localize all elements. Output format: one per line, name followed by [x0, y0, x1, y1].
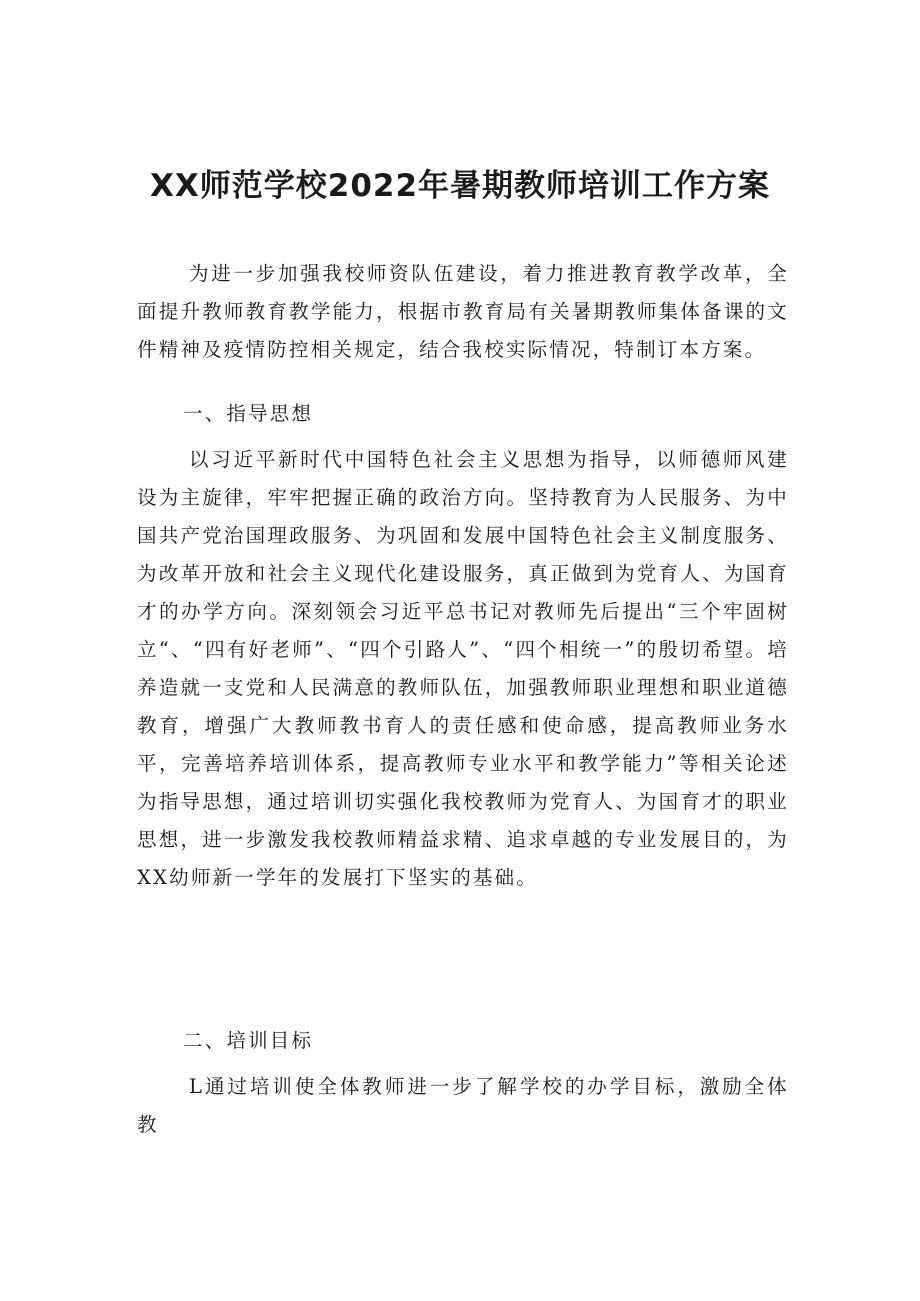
- section-heading-training-goals: 二、培训目标: [183, 1029, 314, 1052]
- section-body-guiding-thought: 以习近平新时代中国特色社会主义思想为指导，以师德师风建设为主旋律，牢牢把握正确的政治方向。坚持教育为人民服务、为中国共产党治国理政服务、为巩固和发展中国特色社会主义制度服务、为改革开放和社会主义现代化建设服务，真正做到为党育人、为国育才的办学方向。深刻领会习近平总书记对教师先后提出“三个牢固树立“、“四有好老师”、“四个引路人”、“四个相统一”的殷切希望。培养造就一支党和人民满意的教师队伍，加强教师职业理想和职业道德教育，增强广大教师教书育人的责任感和使命感，提高教师业务水平，完善培养培训体系，提高教师专业水平和教学能力”等相关论述为指导思想，通过培训切实强化我校教师为党育人、为国育才的职业思想，进一步激发我校教师精益求精、追求卓越的专业发展目的，为XX幼师新一学年的发展打下坚实的基础。: [137, 448, 789, 889]
- section-heading-guiding-thought: 一、指导思想: [183, 402, 314, 425]
- section-body-training-goals: L通过培训使全体教师进一步了解学校的办学目标，激励全体教: [137, 1075, 789, 1136]
- intro-paragraph: 为进一步加强我校师资队伍建设，着力推进教育教学改革，全面提升教师教育教学能力，根据市教育局有关暑期教师集体备课的文件精神及疫情防控相关规定，结合我校实际情况，特制订本方案。: [137, 262, 789, 361]
- document-title: XX师范学校2022年暑期教师培训工作方案: [149, 168, 771, 204]
